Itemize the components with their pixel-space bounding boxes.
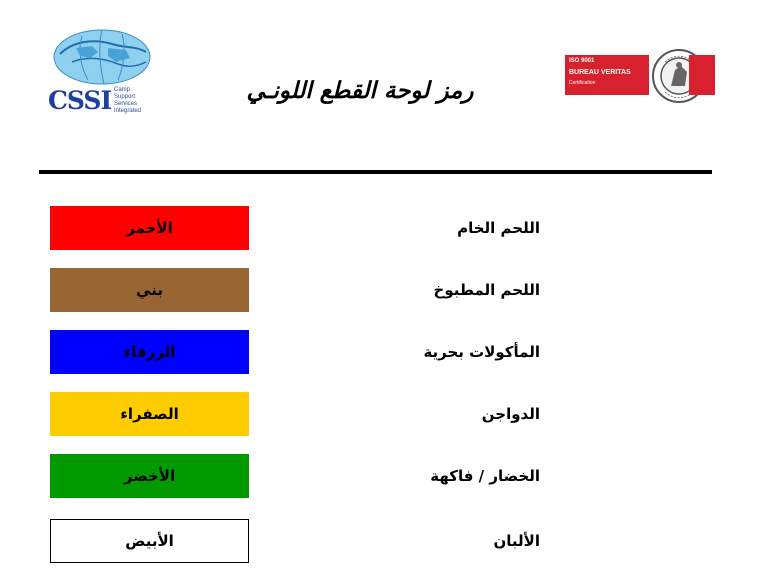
category-label: اللحم المطبوخ [433, 281, 540, 299]
cssi-logo [48, 28, 160, 118]
header-divider [39, 170, 712, 174]
bv-cert-text: Certification [569, 80, 596, 86]
bv-red-bar [689, 55, 715, 95]
row-seafood [0, 330, 768, 374]
category-label: الخضار / فاكهة [430, 467, 540, 485]
cssi-wordmark: CSSI [48, 86, 112, 115]
row-raw-meat [0, 206, 768, 250]
color-swatch-brown: بني [50, 268, 249, 312]
category-label: الألبان [493, 532, 540, 550]
bureau-veritas-logo [565, 48, 715, 104]
bv-name-text: BUREAU VERITAS [569, 69, 631, 76]
cssi-subtitle-line: Services [114, 101, 138, 107]
cssi-subtitle-line: Support [114, 94, 136, 100]
bv-iso-text: ISO 9001 [569, 58, 595, 64]
color-swatch-red: الأحمر [50, 206, 249, 250]
cssi-subtitle [114, 87, 154, 115]
category-label: المأكولات بحرية [423, 343, 540, 361]
cssi-subtitle-line: Camp [114, 87, 131, 93]
globe-icon [52, 28, 152, 86]
cssi-subtitle-line: Integrated [114, 108, 142, 114]
color-swatch-yellow: الصفراء [50, 392, 249, 436]
row-cooked-meat [0, 268, 768, 312]
color-swatch-white: الأبيض [50, 519, 249, 563]
category-label: اللحم الخام [457, 219, 540, 237]
bv-label-box [565, 55, 649, 95]
row-vegetables-fruit [0, 454, 768, 498]
color-swatch-blue: الزرقاء [50, 330, 249, 374]
row-poultry [0, 392, 768, 436]
row-dairy [0, 519, 768, 563]
category-label: الدواجن [481, 405, 540, 423]
page-title: رمز لوحة القطع اللونـي [246, 78, 474, 104]
color-swatch-green: الأخضر [50, 454, 249, 498]
